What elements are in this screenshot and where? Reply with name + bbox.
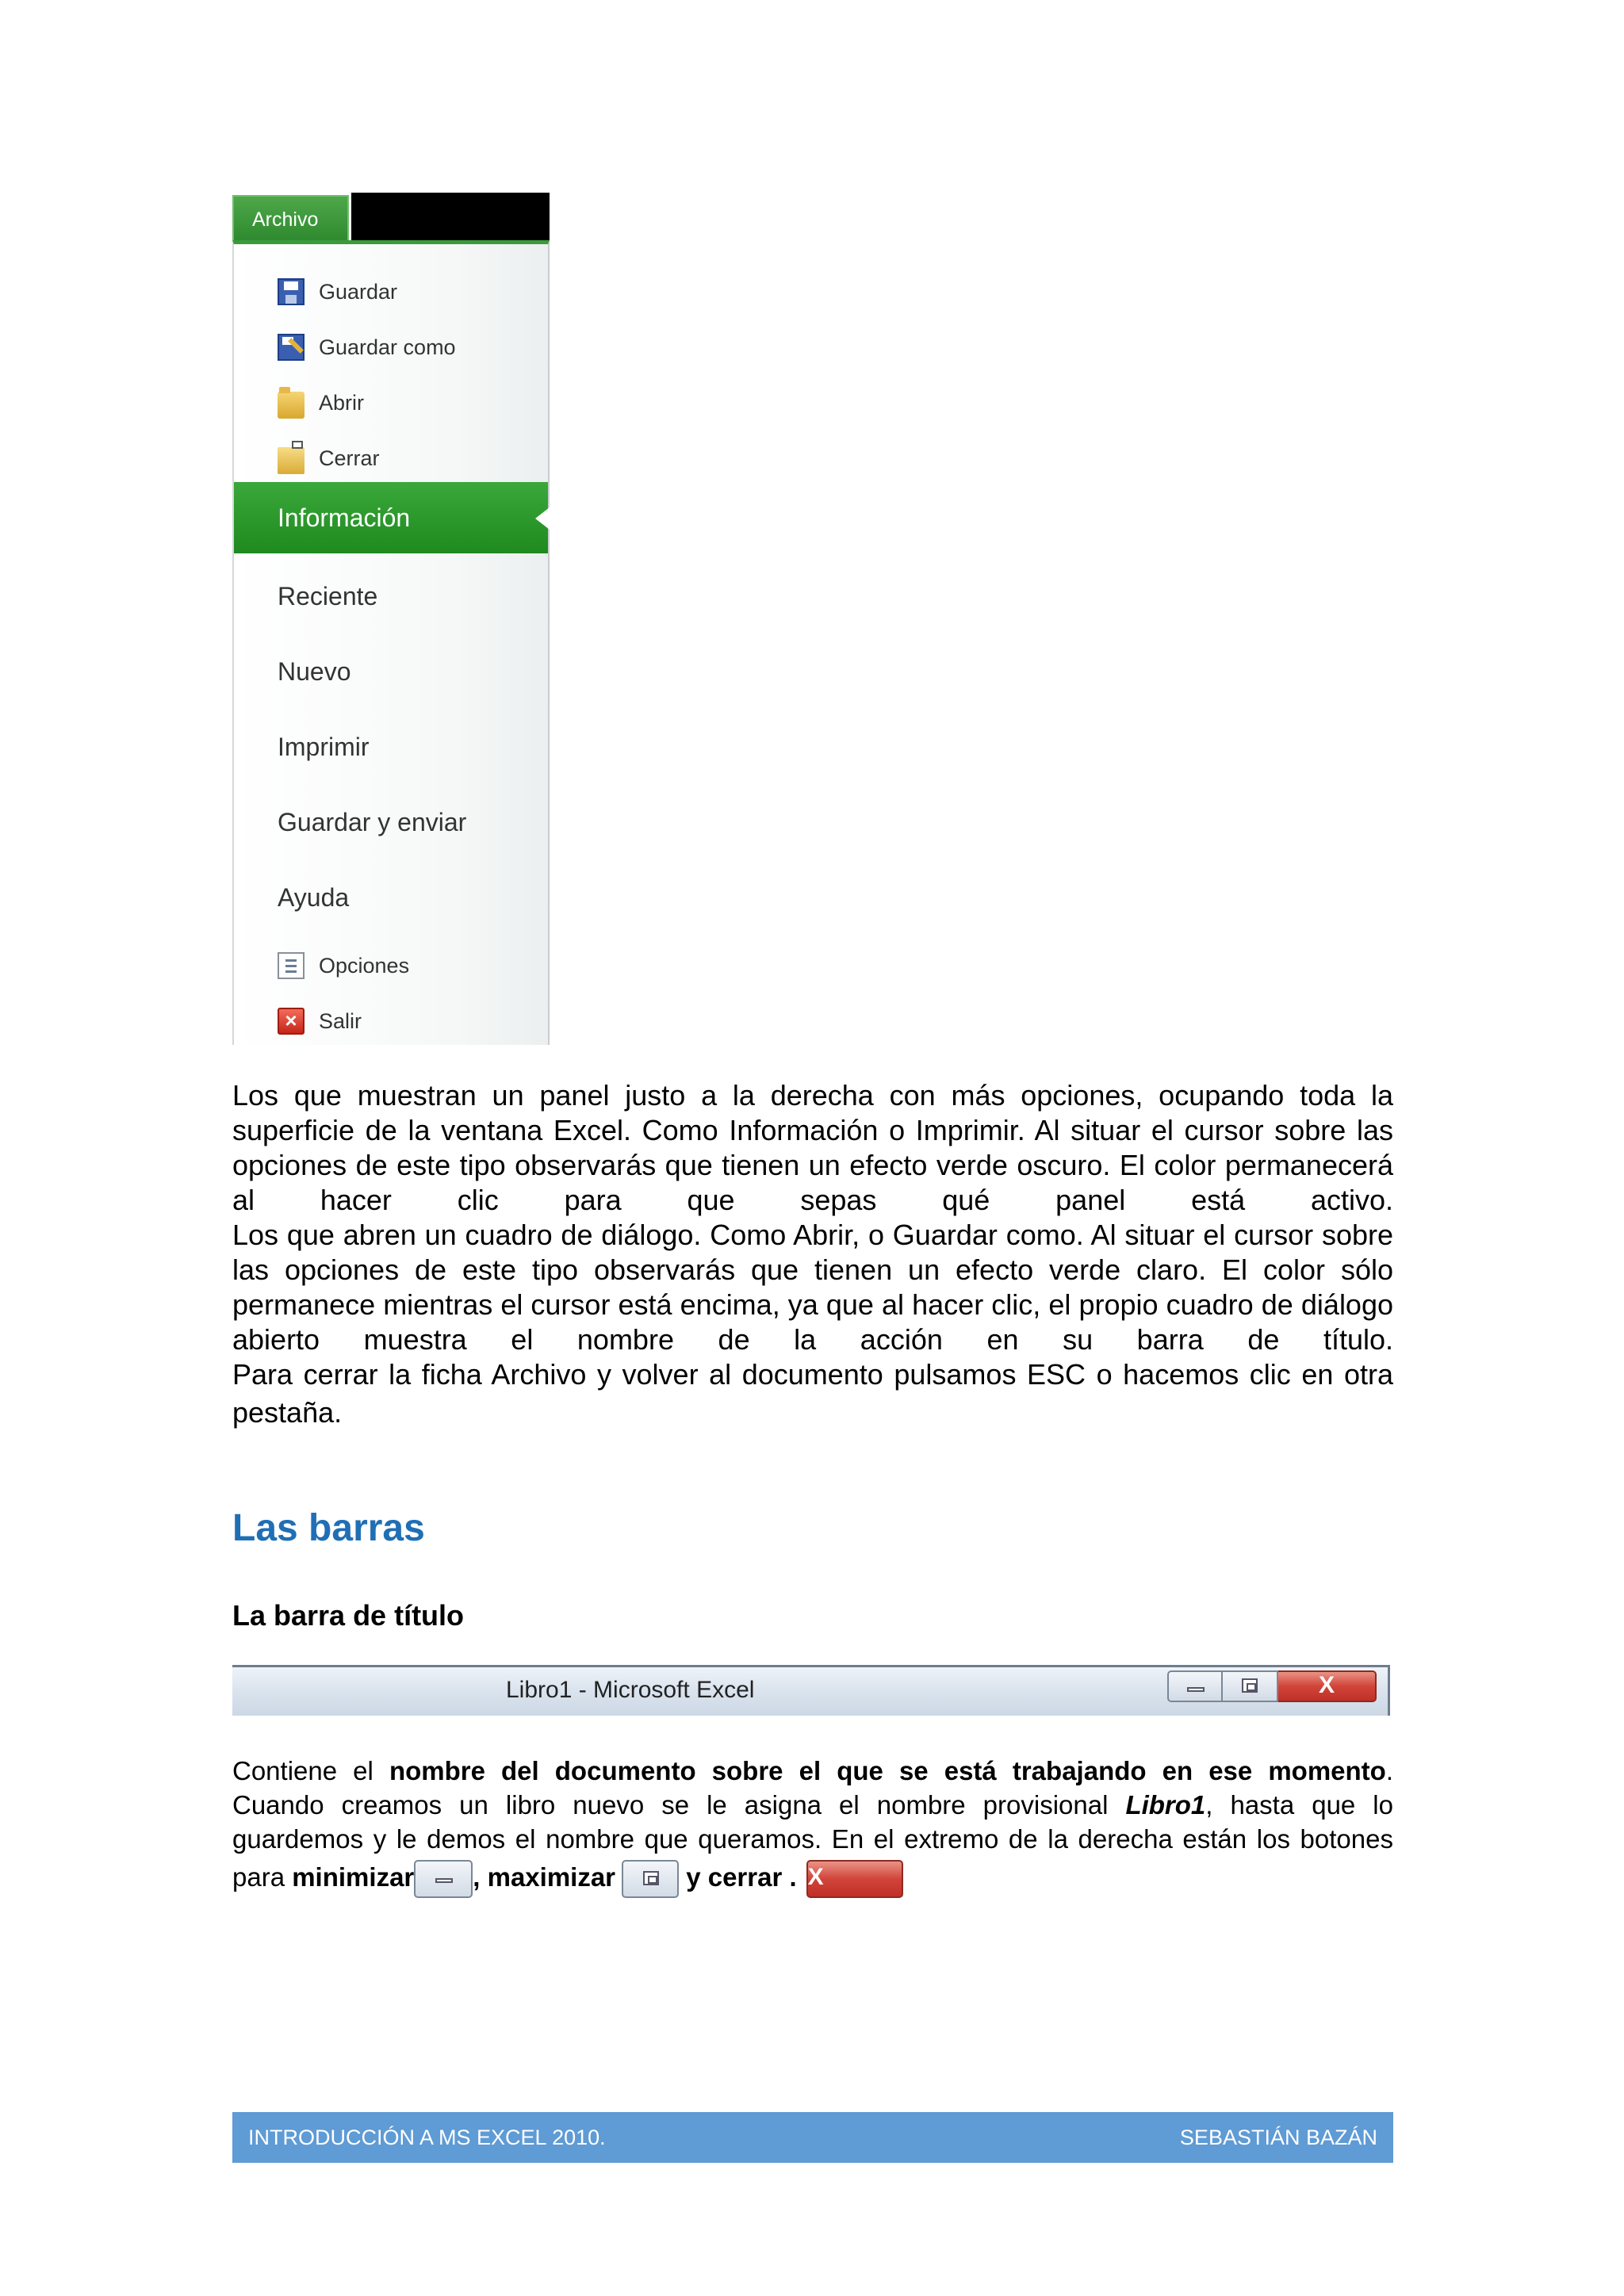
maximize-icon xyxy=(643,1871,659,1885)
text-run-bold-italic: Libro1 xyxy=(1125,1790,1206,1820)
open-folder-icon xyxy=(278,392,304,419)
menu-item-label: Imprimir xyxy=(278,732,370,761)
maximize-button[interactable] xyxy=(1223,1670,1278,1702)
exit-icon: × xyxy=(278,1008,304,1035)
menu-item-abrir[interactable] xyxy=(234,383,548,423)
paragraph-close-archivo-end: pestaña. xyxy=(232,1396,343,1429)
tab-archivo[interactable]: Archivo xyxy=(232,195,349,240)
description-line-1 xyxy=(232,1754,1393,1789)
menu-item-nuevo[interactable] xyxy=(234,652,548,691)
close-button[interactable] xyxy=(1278,1670,1377,1702)
text-run-bold: minimizar xyxy=(292,1862,415,1892)
footer-author: SEBASTIÁN BAZÁN xyxy=(1179,2125,1377,2149)
excel-title-bar xyxy=(232,1665,1390,1716)
page-footer xyxy=(232,2112,1393,2163)
save-as-icon xyxy=(278,334,304,361)
description-line-2 xyxy=(232,1788,1393,1823)
menu-item-label: Guardar y enviar xyxy=(278,807,467,836)
menu-item-informacion[interactable] xyxy=(234,482,548,553)
text-run: , hasta que lo xyxy=(1205,1790,1393,1820)
text-run-bold: nombre del documento sobre el que se está trabajando en ese momento xyxy=(389,1756,1386,1785)
footer-course-title: INTRODUCCIÓN A MS EXCEL 2010. xyxy=(248,2125,606,2149)
menu-item-ayuda[interactable] xyxy=(234,878,548,917)
inline-close-button-image xyxy=(806,1860,903,1898)
close-icon: X xyxy=(807,1864,824,1891)
menu-top-bar-dark xyxy=(351,193,550,240)
window-title: Libro1 - Microsoft Excel xyxy=(506,1677,755,1703)
menu-item-label: Cerrar xyxy=(319,446,380,470)
active-indicator-notch xyxy=(535,507,550,530)
text-run-bold: y cerrar . xyxy=(679,1862,797,1892)
menu-item-label: Abrir xyxy=(319,390,365,415)
menu-item-imprimir[interactable] xyxy=(234,727,548,767)
minimize-button[interactable] xyxy=(1167,1670,1223,1702)
maximize-icon xyxy=(1242,1678,1258,1693)
menu-item-guardar[interactable] xyxy=(234,272,548,312)
menu-item-guardar-como[interactable] xyxy=(234,327,548,367)
text-run-bold: , maximizar xyxy=(473,1862,616,1892)
menu-item-reciente[interactable] xyxy=(234,576,548,616)
archivo-menu-screenshot xyxy=(232,193,550,1045)
inline-minimize-button-image xyxy=(414,1860,473,1898)
minimize-icon xyxy=(1187,1687,1205,1692)
menu-item-label: Guardar como xyxy=(319,335,456,359)
inline-maximize-button-image xyxy=(622,1860,679,1898)
menu-item-label: Ayuda xyxy=(278,882,350,912)
backstage-menu-panel xyxy=(232,240,550,1045)
text-run: Cuando creamos un libro nuevo se le asigna el nombre provisional xyxy=(232,1790,1126,1820)
window-controls xyxy=(1167,1670,1377,1702)
paragraph-close-archivo: Para cerrar la ficha Archivo y volver al documento pulsamos ESC o hacemos clic en otra xyxy=(232,1358,1393,1391)
description-line-4 xyxy=(232,1860,1393,1898)
close-folder-icon xyxy=(278,447,304,474)
close-icon: X xyxy=(1318,1672,1335,1698)
menu-item-label: Nuevo xyxy=(278,656,351,686)
menu-item-label: Información xyxy=(278,503,411,532)
menu-item-opciones[interactable] xyxy=(234,946,548,985)
paragraph-panel-options: Los que muestran un panel justo a la derecha con más opciones, ocupando toda la superficie de la ventana Excel. Como Información o Imprimir. Al situar el cursor sobre las opciones de este tipo observarás que tienen un efecto verde oscuro. El color permanecerá al hacer clic para que sepas qué panel está activo. xyxy=(232,1079,1393,1216)
menu-item-label: Guardar xyxy=(319,279,398,304)
save-icon xyxy=(278,278,304,305)
subsection-title: La barra de título xyxy=(232,1599,465,1632)
menu-item-cerrar[interactable] xyxy=(234,438,548,478)
description-line-3: guardemos y le demos el nombre que queramos. En el extremo de la derecha están los botones xyxy=(232,1824,1393,1854)
text-run: . xyxy=(1385,1756,1394,1785)
menu-item-label: Opciones xyxy=(319,953,410,978)
menu-item-label: Reciente xyxy=(278,581,378,610)
menu-item-label: Salir xyxy=(319,1008,362,1033)
options-icon xyxy=(278,952,304,979)
menu-item-salir[interactable] xyxy=(234,1001,548,1041)
text-run: para xyxy=(232,1862,293,1892)
menu-item-guardar-y-enviar[interactable] xyxy=(234,802,548,842)
paragraph-dialog-options: Los que abren un cuadro de diálogo. Como Abrir, o Guardar como. Al situar el cursor sobre las opciones de este tipo observarás que tienen un efecto verde claro. El color sólo permanece mientras el cursor está encima, ya que al hacer clic, el propio cuadro de diálogo abierto muestra el nombre de la acción en su barra de título. xyxy=(232,1219,1393,1356)
section-title: Las barras xyxy=(232,1507,425,1549)
text-run: Contiene el xyxy=(232,1756,389,1785)
minimize-icon xyxy=(435,1878,453,1883)
